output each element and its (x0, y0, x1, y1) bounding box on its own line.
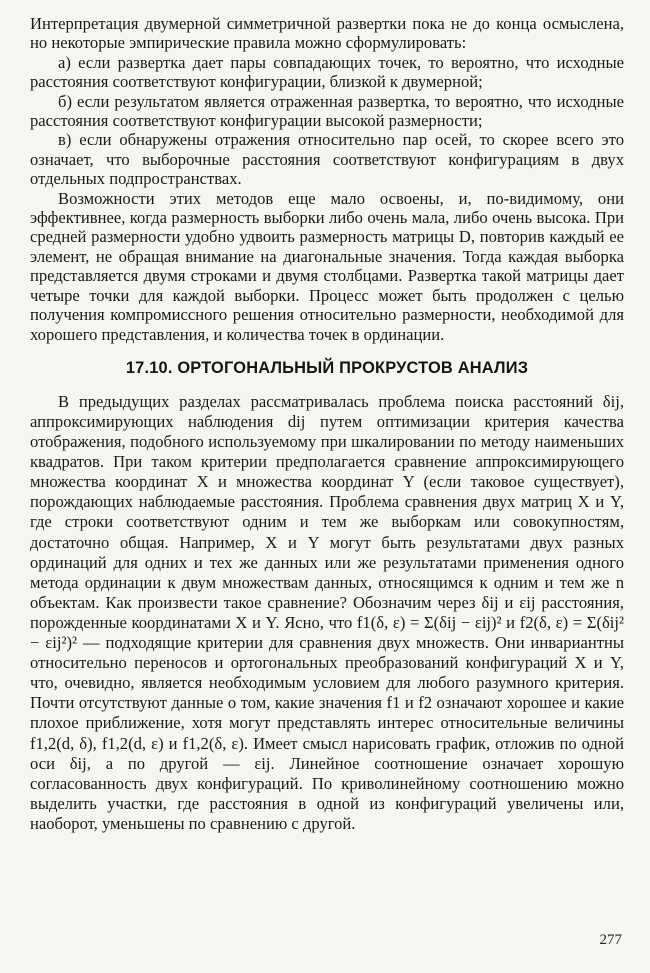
page-number: 277 (599, 932, 622, 948)
rule-b: б) если результатом является отраженная развертка, то вероятно, что исходные расстояния соответствуют конфигурации высокой размерности; (30, 91, 624, 131)
rule-c: в) если обнаружены отражения относительно пар осей, то скорее всего это означает, что выборочные расстояния соответствуют конфигурациям в двух отдельных подпространствах. (30, 130, 624, 189)
rule-a: а) если развертка дает пары совпадающих точек, то вероятно, что исходные расстояния соответствуют конфигурации, близкой к двумерной; (30, 52, 624, 92)
section-procrustes (30, 392, 624, 834)
procrustes-paragraph: В предыдущих разделах рассматривалась проблема поиска расстояний δij, аппроксимирующих наблюдения dij путем оптимизации критерия качества отображения, подобного используемому при шкалировании по методу наименьших квадратов. При таком критерии предполагается сравнение аппроксимирующего множества координат X и множества координат Y (если таковое существует), порождающих наблюдаемые расстояния. Проблема сравнения двух матриц X и Y, где строки соответствуют одним и тем же выборкам или совокупностям, достаточно общая. Например, X и Y могут быть результатами двух разных ординаций для одних и тех же данных или же результатами применения одного метода ординации к двум множествам данных, относящимся к одним и тем же n объектам. Как произвести такое сравнение? Обозначим через δij и εij расстояния, порожденные координатами X и Y. Ясно, что f1(δ, ε) = Σ(δij − εij)² и f2(δ, ε) = Σ(δij² − εij²)² — подходящие критерии для сравнения двух множеств. Они инвариантны относительно переносов и ортогональных преобразований конфигураций X и Y, что, очевидно, является необходимым условием для любого разумного критерия. Почти отсутствуют данные о том, какие значения f1 и f2 означают хорошее и какие плохое приближение, хотя могут представлять интерес относительные величины f1,2(d, δ), f1,2(d, ε) и f1,2(δ, ε). Имеет смысл нарисовать график, отложив по одной оси δij, а по другой — εij. Линейное соотношение означает хорошую согласованность двух конфигураций. По криволинейному соотношению можно выделить участки, где расстояния в одной из конфигураций увеличены или, наоборот, уменьшены по сравнению с другой. (30, 391, 624, 833)
intro-paragraph: Интерпретация двумерной симметричной развертки пока не до конца осмыслена, но некоторые эмпирические правила можно сформулировать: (30, 14, 624, 53)
section-heading: 17.10. ОРТОГОНАЛЬНЫЙ ПРОКРУСТОВ АНАЛИЗ (125, 358, 529, 377)
section-symmetric-unfolding (30, 14, 624, 344)
methods-paragraph: Возможности этих методов еще мало освоены, и, по-видимому, они эффективнее, когда размерность выборки либо очень мала, либо очень высока. При средней размерности удобно удвоить размерность матрицы D, повторив каждый ее элемент, не обращая внимание на диагональные значения. Тогда каждая выборка представляется двумя строками и двумя столбцами. Развертка такой матрицы дает четыре точки для каждой выборки. Процесс может быть продолжен с целью получения компромиссного решения относительно размерности, необходимой для хорошего представления, и количества точек в ординации. (30, 188, 624, 344)
